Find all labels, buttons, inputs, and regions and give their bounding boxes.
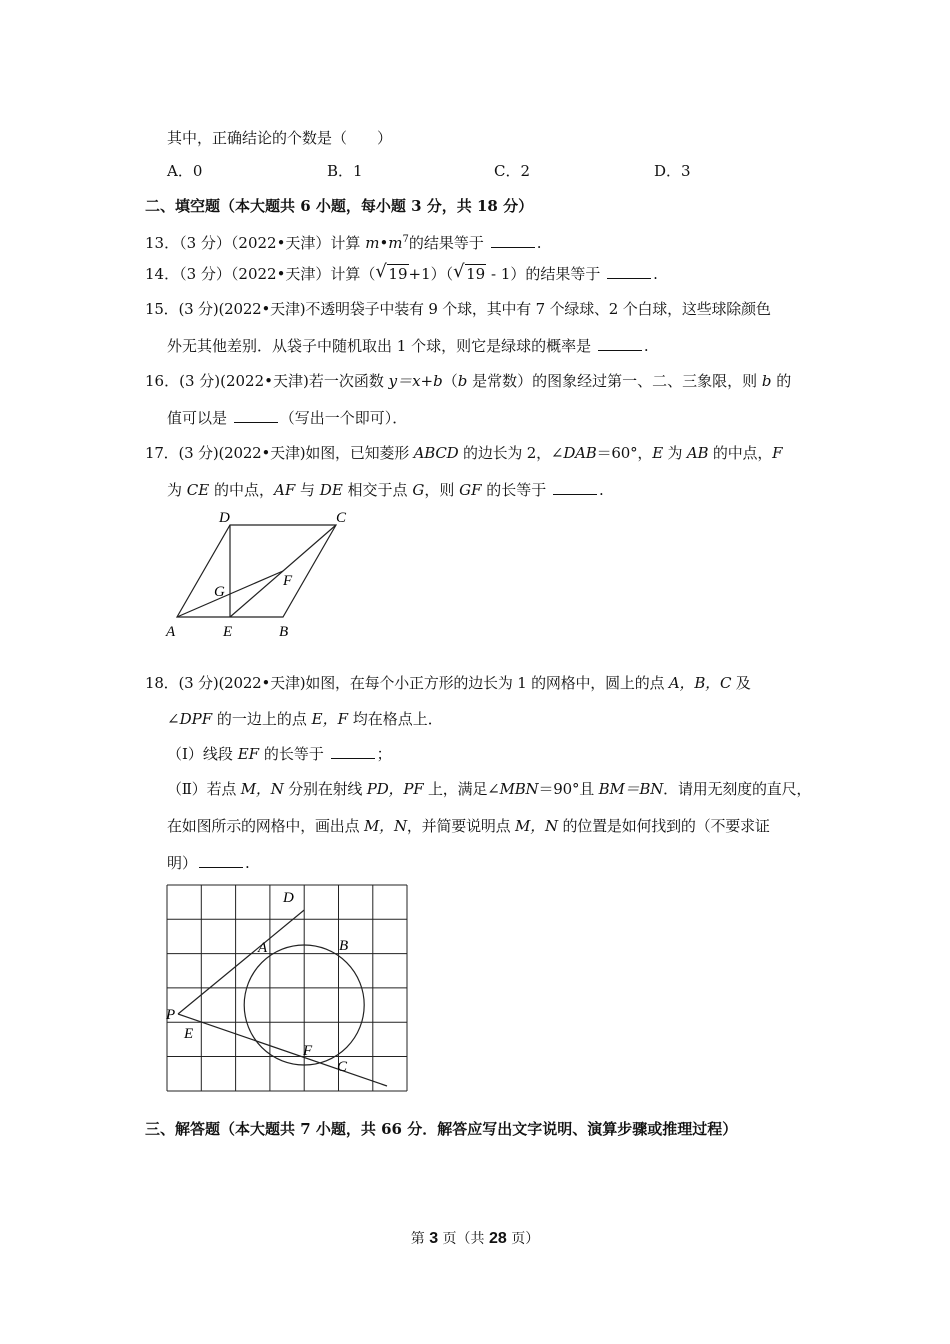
q16-function: y＝x+b	[388, 372, 443, 390]
q18-end: .	[245, 854, 250, 872]
question-18-line5	[167, 815, 770, 837]
q18-t5: 均在格点上．	[348, 710, 443, 728]
answer-blank	[598, 336, 642, 351]
grid-figure	[160, 878, 420, 1100]
answer-blank	[607, 264, 651, 279]
q18-t4: 的一边上的点	[212, 710, 312, 728]
q16-mid2: 是常数）的图象经过第一、二、三象限，则	[467, 372, 762, 390]
q18-t16: 的位置是如何找到的（不要求证	[557, 817, 770, 835]
q18-t11: 上，满足∠	[423, 780, 500, 798]
q18-t12: ＝90°且	[538, 780, 599, 798]
footer-mid: 页（共	[438, 1231, 489, 1247]
q17-dab: DAB	[563, 444, 597, 462]
q13-dot: •	[379, 234, 389, 252]
label-a: A	[258, 940, 268, 956]
question-text: 其中，正确结论的个数是（ ）	[167, 129, 393, 147]
q18-t17: 明）	[167, 854, 198, 872]
question-18-line1	[145, 672, 751, 694]
q16-b: b	[457, 372, 468, 390]
grid-lines	[167, 885, 407, 1091]
ray-pf	[178, 1014, 387, 1086]
q18-bmbn: BM＝BN	[598, 780, 664, 798]
q17-de: DE	[319, 481, 343, 499]
q18-t8: ；	[376, 745, 392, 763]
q16-prefix: 16．(3 分)(2022•天津)若一次函数	[145, 372, 389, 390]
q18-pts: A，B，C	[668, 674, 732, 692]
label-b: B	[339, 938, 349, 954]
q17-t2: 的边长为 2，∠	[458, 444, 564, 462]
q16-line2-prefix: 值可以是	[167, 409, 232, 427]
q18-t14: 在如图所示的网格中，画出点	[167, 817, 364, 835]
question-13	[145, 229, 541, 254]
q18-ef: EF	[237, 745, 260, 763]
label-c: C	[336, 510, 347, 526]
q18-t1: 18．(3 分)(2022•天津)如图，在每个小正方形的边长为 1 的网格中，圆上的点	[145, 674, 669, 692]
q16-b2: b	[761, 372, 772, 390]
question-18-part2	[167, 778, 811, 800]
q17-t4: 为	[662, 444, 687, 462]
page-number: 3	[429, 1230, 439, 1247]
q17-af: AF	[274, 481, 296, 499]
section-title-fill-in: 二、填空题（本大题共 6 小题，每小题 3 分，共 18 分）	[145, 197, 534, 215]
q13-end: .	[536, 234, 542, 252]
label-g: G	[214, 584, 225, 600]
label-e: E	[223, 624, 233, 640]
q18-mn3: M，N	[515, 817, 558, 835]
q18-t13: ．请用无刻度的直尺，	[663, 780, 812, 798]
q17-abcd: ABCD	[413, 444, 459, 462]
rhombus-abcd	[177, 525, 336, 617]
ray-pd	[178, 910, 304, 1014]
q17-t1: 17．(3 分)(2022•天津)如图，已知菱形	[145, 444, 414, 462]
q18-t6: （Ⅰ）线段	[167, 745, 238, 763]
question-18-line6	[167, 852, 250, 874]
answer-blank	[234, 408, 278, 423]
option-b: B．1	[327, 162, 363, 180]
q17-end: .	[599, 481, 604, 499]
label-d: D	[219, 510, 230, 526]
option-c: C．2	[494, 162, 531, 180]
q18-t9: （Ⅱ）若点	[167, 780, 241, 798]
q15-end: .	[643, 337, 649, 355]
question-17-line1	[145, 442, 782, 464]
q17-t8: 与	[295, 481, 320, 499]
q16-suffix: 的	[771, 372, 792, 390]
question-16-line1	[145, 370, 791, 392]
option-d: D．3	[654, 162, 691, 180]
label-p: P	[166, 1007, 176, 1023]
q18-mn: M，N	[240, 780, 284, 798]
q17-ce: CE	[186, 481, 210, 499]
sqrt-19-b: √ 19	[453, 261, 486, 283]
page-footer	[0, 1228, 950, 1248]
section-title-solutions: 三、解答题（本大题共 7 小题，共 66 分．解答应写出文字说明、演算步骤或推理过程）	[145, 1120, 738, 1138]
question-17-line2	[167, 479, 604, 501]
option-a: A．0	[167, 162, 203, 180]
q18-t2: 及	[731, 674, 751, 692]
answer-blank	[331, 744, 375, 759]
q17-t7: 的中点，	[209, 481, 274, 499]
q14-radicand-2: 19	[466, 265, 486, 283]
q17-t11: 的长等于	[481, 481, 552, 499]
q17-t9: 相交于点	[342, 481, 413, 499]
q18-t10: 分别在射线	[283, 780, 367, 798]
label-f: F	[303, 1043, 313, 1059]
answer-blank	[199, 853, 243, 868]
q13-m2: m	[388, 234, 403, 252]
footer-post: 页）	[506, 1231, 540, 1247]
question-16-line2	[167, 407, 407, 429]
q18-mbn: MBN	[499, 780, 539, 798]
answer-blank	[553, 480, 597, 495]
q16-line2-suffix: （写出一个即可）．	[279, 409, 408, 427]
answer-blank	[491, 233, 535, 248]
question-15-line2	[167, 335, 649, 357]
q17-t6: 为	[167, 481, 187, 499]
q14-radicand-1: 19	[388, 265, 408, 283]
question-15-line1: 15．(3 分)(2022•天津)不透明袋子中装有 9 个球，其中有 7 个绿球、2 个白球，这些球除颜色	[145, 300, 771, 318]
label-d: D	[283, 890, 294, 906]
question-18-part1	[167, 743, 392, 765]
rhombus-figure	[160, 505, 360, 645]
q13-prefix: 13．（3 分）（2022•天津）计算	[145, 234, 366, 252]
q17-e: E	[652, 444, 663, 462]
label-f: F	[283, 573, 293, 589]
q17-gf: GF	[459, 481, 482, 499]
q17-f: F	[772, 444, 783, 462]
q14-prefix: 14．（3 分）（2022•天津）计算（	[145, 265, 376, 283]
q17-g: G	[412, 481, 425, 499]
q14-end: .	[653, 265, 658, 283]
total-pages: 28	[489, 1230, 507, 1247]
q13-m: m	[365, 234, 380, 252]
q18-mn2: M，N	[363, 817, 407, 835]
question-14	[145, 263, 658, 285]
q16-mid: （	[442, 372, 458, 390]
q18-t3: ∠	[167, 710, 180, 728]
label-e: E	[184, 1026, 194, 1042]
label-b: B	[279, 624, 289, 640]
q14-mid2: - 1）的结果等于	[486, 265, 606, 283]
q14-mid1: +1）（	[408, 265, 454, 283]
footer-pre: 第	[410, 1231, 430, 1247]
q13-exponent: 7	[402, 234, 409, 245]
q18-t15: ，并简要说明点	[406, 817, 516, 835]
q18-t7: 的长等于	[259, 745, 329, 763]
label-c: C	[337, 1059, 348, 1075]
q18-dpf: DPF	[179, 710, 213, 728]
question-18-line2	[167, 708, 443, 730]
q17-t10: ，则	[424, 481, 460, 499]
q17-t3: ＝60°，	[596, 444, 653, 462]
q17-ab: AB	[686, 444, 709, 462]
q17-t5: 的中点，	[708, 444, 773, 462]
q13-suffix: 的结果等于	[408, 234, 489, 252]
label-a: A	[166, 624, 176, 640]
sqrt-19-a: √ 19	[375, 261, 408, 283]
q18-ef-pts: E，F	[311, 710, 349, 728]
q15-line2-text: 外无其他差别．从袋子中随机取出 1 个球，则它是绿球的概率是	[167, 337, 596, 355]
q18-pd: PD，PF	[366, 780, 424, 798]
